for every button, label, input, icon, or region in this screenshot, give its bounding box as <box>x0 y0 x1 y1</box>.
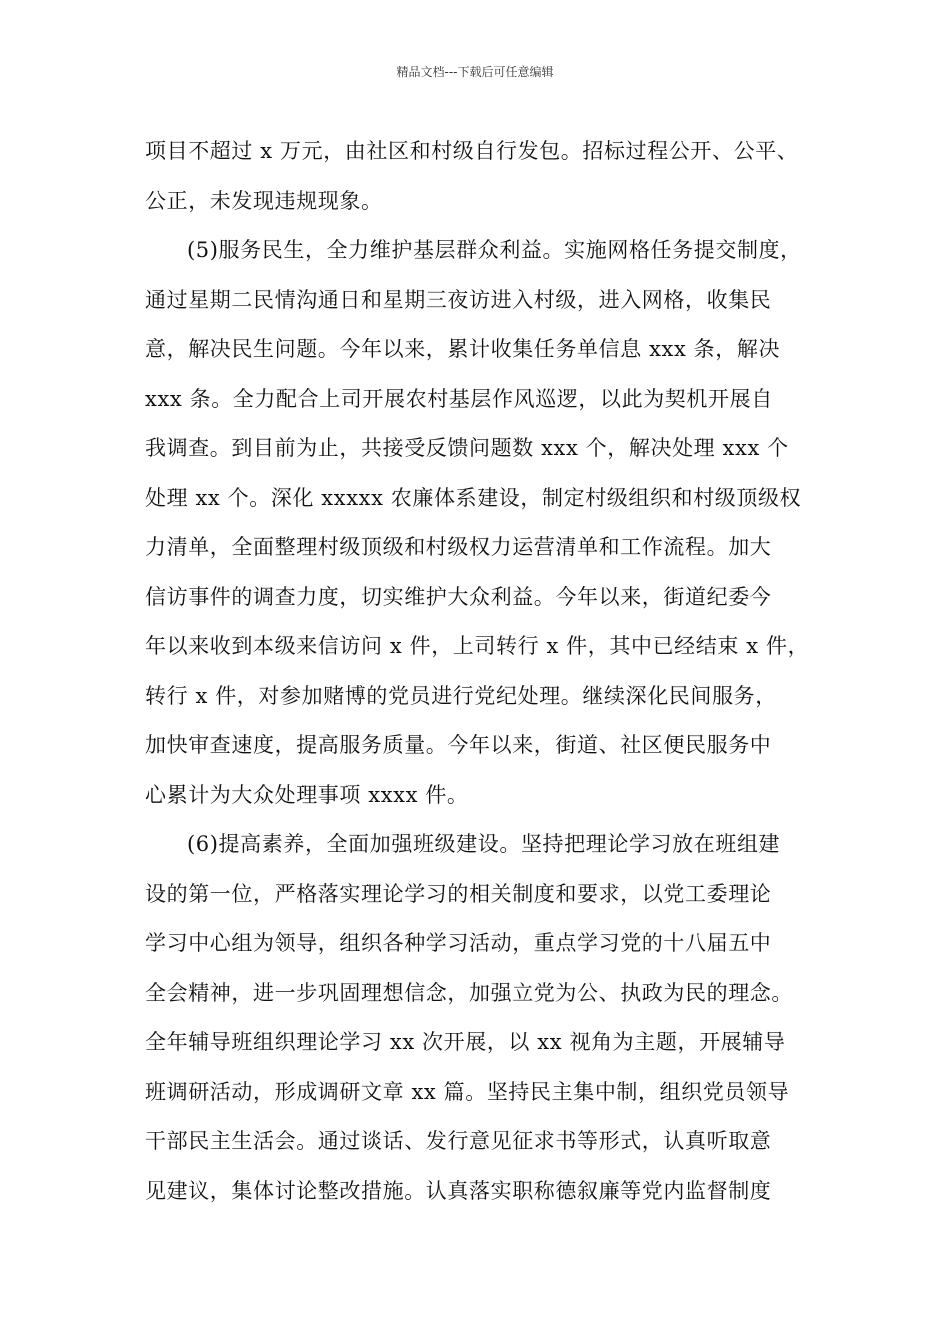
text-line: 设的第一位，严格落实理论学习的相关制度和要求，以党工委理论 <box>145 881 772 906</box>
text-line: 年以来收到本级来信访问 x 件，上司转行 x 件，其中已经结束 x 件， <box>145 634 810 658</box>
text-line: 加快审查速度，提高服务质量。今年以来，街道、社区便民服务中 <box>145 733 772 757</box>
text-line: 全会精神，进一步巩固理想信念，加强立党为公、执政为民的理念。 <box>145 980 793 1005</box>
text-line: 力清单，全面整理村级顶级和村级权力运营清单和工作流程。加大 <box>145 535 772 559</box>
text-line: 处理 xx 个。深化 xxxxx 农廉体系建设，制定村级组织和村级顶级权 <box>145 485 802 510</box>
text-line: 公正，未发现违规现象。 <box>145 188 383 213</box>
text-line: 学习中心组为领导，组织各种学习活动，重点学习党的十八届五中 <box>145 931 772 955</box>
text-line: 心累计为大众处理事项 xxxx 件。 <box>145 782 469 807</box>
text-line: 班调研活动，形成调研文章 xx 篇。坚持民主集中制，组织党员领导 <box>145 1079 790 1104</box>
text-line: xxx 条。全力配合上司开展农村基层作风巡逻，以此为契机开展自 <box>145 386 773 411</box>
text-line: (6)提高素养，全面加强班级建设。坚持把理论学习放在班组建 <box>187 832 781 856</box>
text-line: 转行 x 件，对参加赌博的党员进行党纪处理。继续深化民间服务， <box>145 683 777 708</box>
text-line: 通过星期二民情沟通日和星期三夜访进入村级，进入网格，收集民 <box>145 287 772 312</box>
text-line: 项目不超过 x 万元，由社区和村级自行发包。招标过程公开、公平、 <box>145 139 799 163</box>
text-line: 见建议，集体讨论整改措施。认真落实职称德叙廉等党内监督制度 <box>145 1178 772 1203</box>
text-line: (5)服务民生，全力维护基层群众利益。实施网格任务提交制度， <box>187 238 802 262</box>
text-line: 干部民主生活会。通过谈话、发行意见征求书等形式，认真听取意 <box>145 1129 772 1153</box>
page-header: 精品文档---下载后可任意编辑 <box>396 65 554 79</box>
text-line: 我调查。到目前为止，共接受反馈问题数 xxx 个，解决处理 xxx 个 <box>145 436 789 460</box>
text-line: 全年辅导班组织理论学习 xx 次开展，以 xx 视角为主题，开展辅导 <box>145 1030 786 1054</box>
document-body <box>145 127 809 1216</box>
text-line: 信访事件的调查力度，切实维护大众利益。今年以来，街道纪委今 <box>145 584 772 609</box>
text-line: 意，解决民生问题。今年以来，累计收集任务单信息 xxx 条，解决 <box>145 337 781 361</box>
